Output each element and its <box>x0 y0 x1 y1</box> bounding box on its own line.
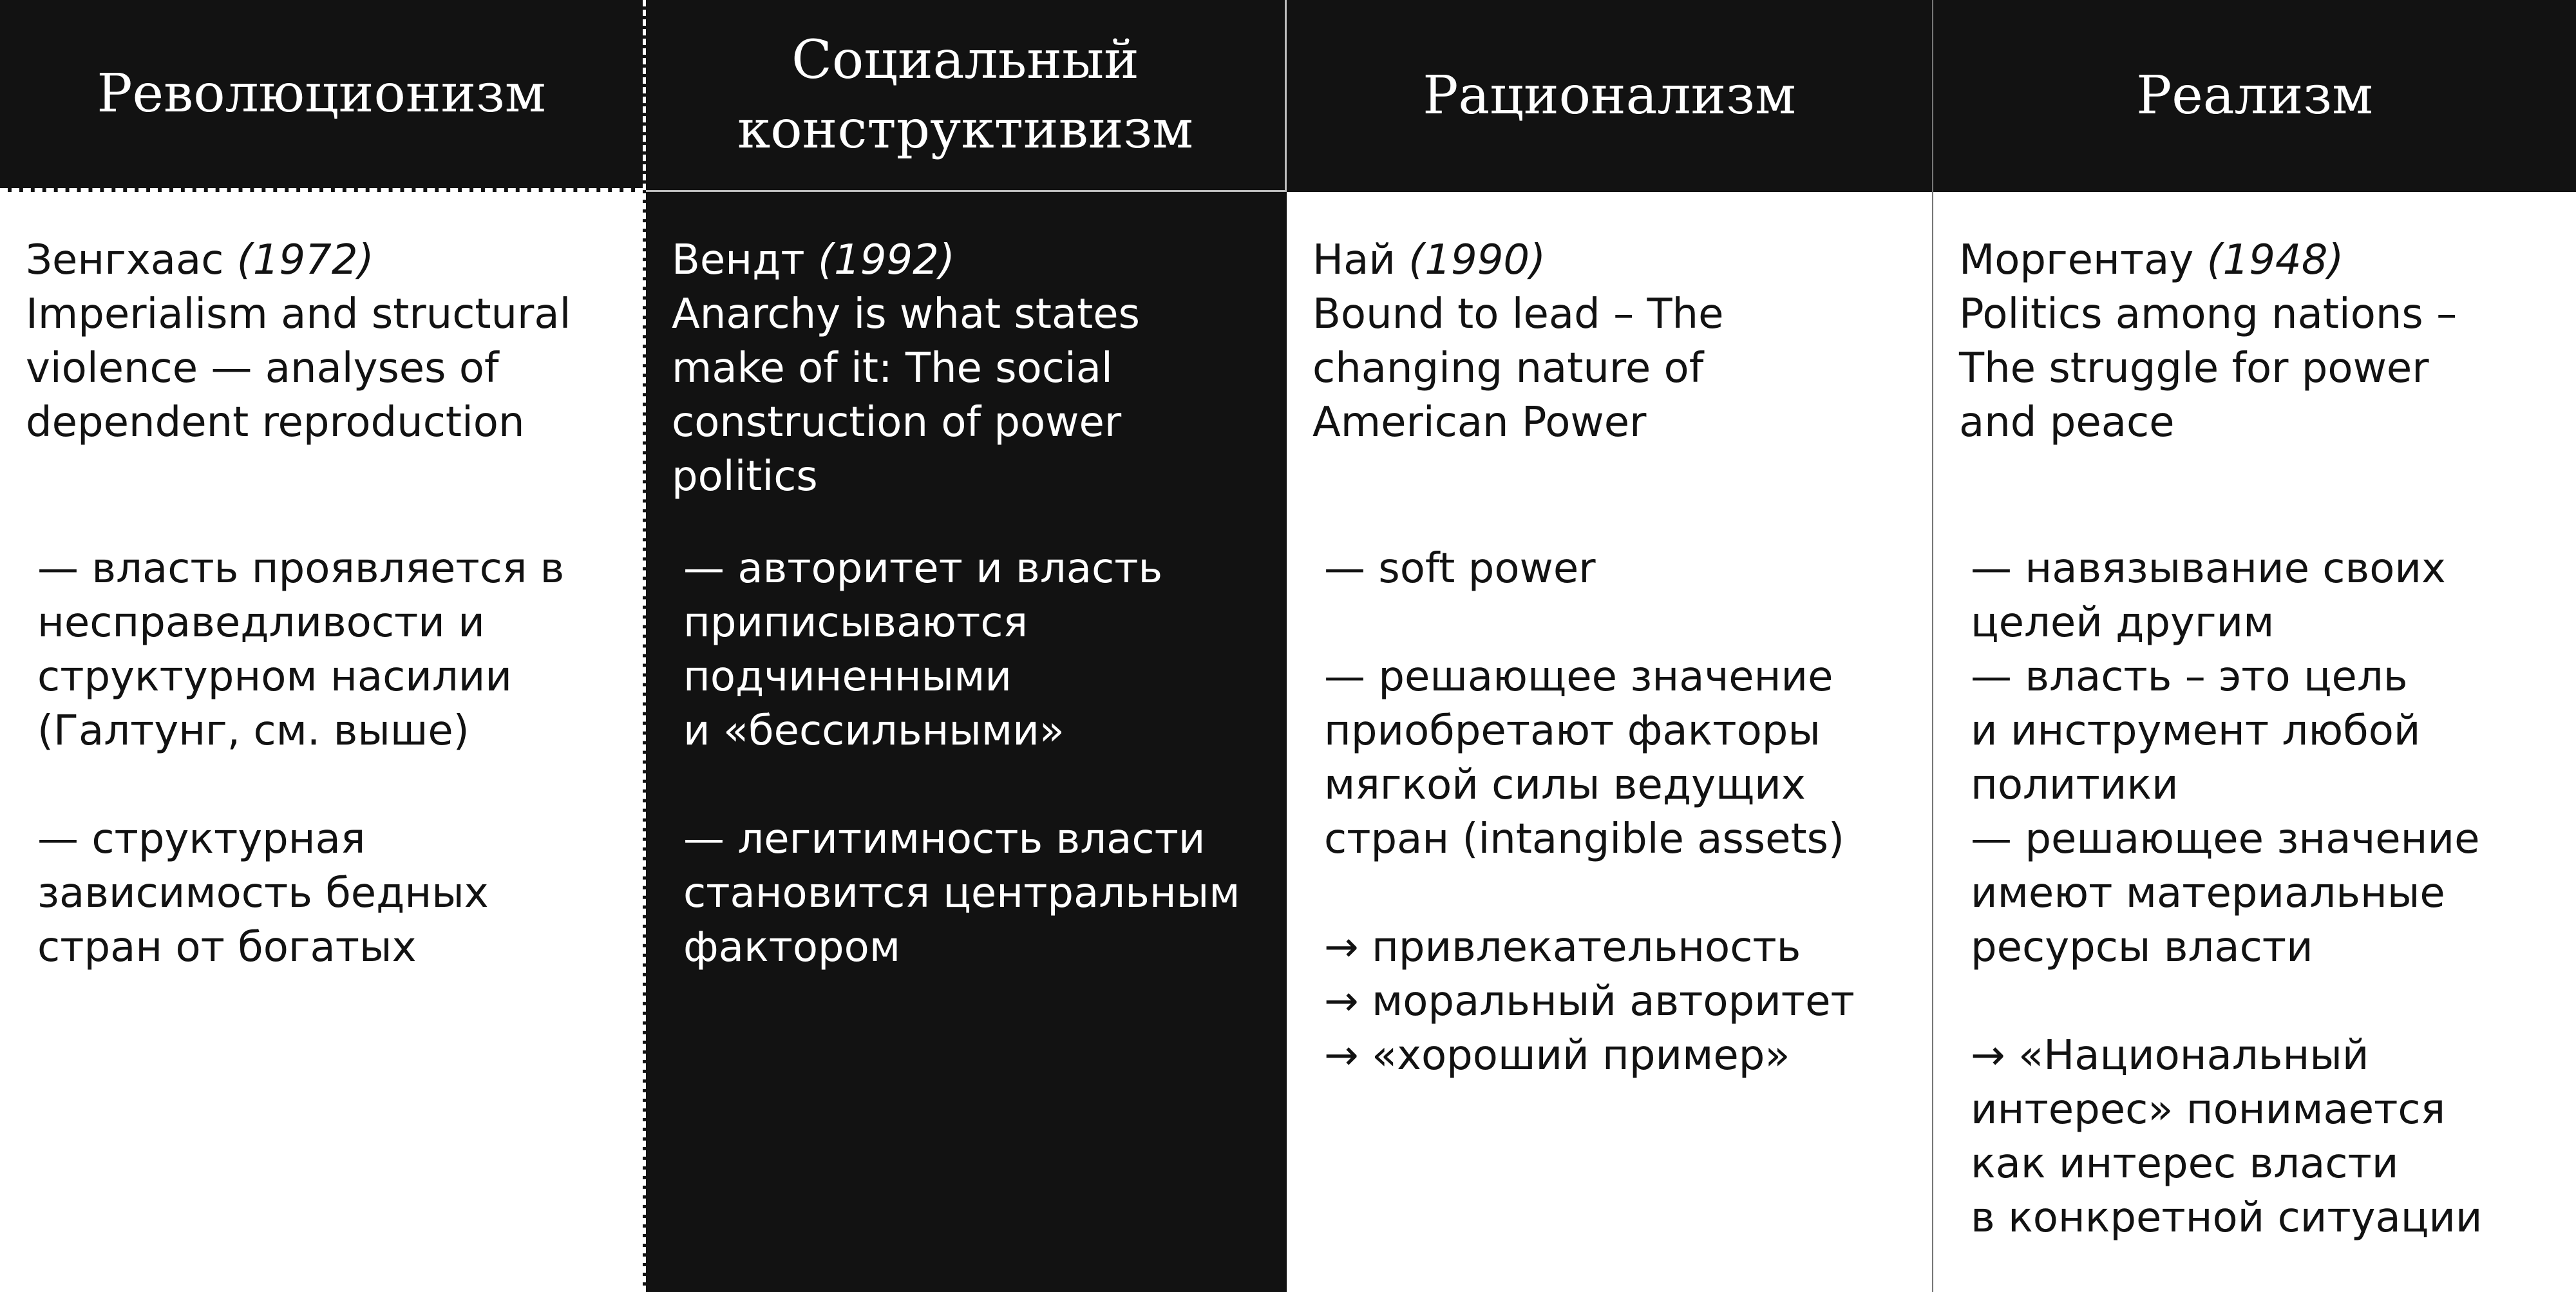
point-line: приобретают факторы <box>1324 707 1821 755</box>
point-line: фактором <box>683 924 901 971</box>
work-title-line: make of it: The social <box>672 345 1113 392</box>
point-line: — soft power <box>1324 545 1596 593</box>
point-line: — власть проявляется в <box>37 545 565 593</box>
point-line: структурном насилии <box>37 653 512 701</box>
column-realism <box>1932 0 2576 1292</box>
work-title-line: dependent reproduction <box>26 399 525 446</box>
publication-year: (1948) <box>2206 236 2344 284</box>
point-line: — власть – это цель <box>1971 653 2408 701</box>
author-name: Моргентау <box>1959 236 2194 284</box>
point-line: стран от богатых <box>37 924 417 971</box>
point-line: — авторитет и власть <box>683 545 1163 593</box>
points-list <box>1971 542 2563 1245</box>
work-title-line: politics <box>672 453 818 500</box>
publication-year: (1990) <box>1408 236 1546 284</box>
point-line: (Галтунг, см. выше) <box>37 707 469 755</box>
author-name: Вендт <box>672 236 805 284</box>
point-line: зависимость бедных <box>37 869 489 917</box>
source-reference <box>672 233 1271 504</box>
point-block <box>1324 650 1919 866</box>
work-title-line: and peace <box>1959 399 2175 446</box>
point-line: → привлекательность <box>1324 924 1801 971</box>
work-title-line: American Power <box>1312 399 1647 446</box>
work-title-line: changing nature of <box>1312 345 1704 392</box>
heading-line: Рационализм <box>1423 65 1796 126</box>
point-line: — навязывание своих <box>1971 545 2446 593</box>
point-line: становится центральным <box>683 869 1240 917</box>
point-line: и инструмент любой <box>1971 707 2421 755</box>
column-heading <box>646 0 1287 192</box>
author-line <box>672 233 1271 287</box>
point-block <box>37 542 630 758</box>
work-title-line: Bound to lead – The <box>1312 290 1724 338</box>
point-line: целей другим <box>1971 599 2275 647</box>
point-line: имеют материальные <box>1971 869 2445 917</box>
work-title-line: violence — analyses of <box>26 345 499 392</box>
point-line: интерес» понимается <box>1971 1086 2446 1134</box>
point-line: подчиненными <box>683 653 1012 701</box>
heading-line: Реализм <box>2136 65 2373 126</box>
column-heading <box>1287 0 1932 192</box>
point-line: в конкретной ситуации <box>1971 1194 2483 1242</box>
point-line: несправедливости и <box>37 599 485 647</box>
heading-line: конструктивизм <box>737 99 1193 160</box>
points-list <box>1324 542 1919 1083</box>
work-title-line: Imperialism and structural <box>26 290 571 338</box>
heading-line: Социальный <box>791 29 1139 91</box>
column-rationalism <box>1287 0 1932 1292</box>
publication-year: (1992) <box>818 236 955 284</box>
source-reference <box>1312 233 1917 450</box>
point-line: мягкой силы ведущих <box>1324 761 1806 809</box>
point-line: стран (intangible assets) <box>1324 815 1844 863</box>
point-line: — решающее значение <box>1971 815 2480 863</box>
heading-line: Революционизм <box>97 63 546 124</box>
author-line <box>1312 233 1917 287</box>
point-block <box>1971 542 2563 974</box>
point-line: → «хороший пример» <box>1324 1032 1790 1079</box>
work-title-line: The struggle for power <box>1959 345 2429 392</box>
work-title-line: construction of power <box>672 399 1122 446</box>
publication-year: (1972) <box>236 236 374 284</box>
point-line: — структурная <box>37 815 366 863</box>
points-list <box>683 542 1274 974</box>
point-line: приписываются <box>683 599 1028 647</box>
author-name: Зенгхаас <box>26 236 224 284</box>
points-list <box>37 542 630 974</box>
source-reference <box>26 233 627 450</box>
author-line <box>26 233 627 287</box>
source-reference <box>1959 233 2561 450</box>
work-title-line: Anarchy is what states <box>672 290 1140 338</box>
point-line: как интерес власти <box>1971 1140 2399 1188</box>
point-block <box>37 812 630 974</box>
column-heading <box>1933 0 2576 192</box>
point-block <box>1971 1029 2563 1245</box>
point-line: — решающее значение <box>1324 653 1833 701</box>
point-line: → «Национальный <box>1971 1032 2369 1079</box>
point-block <box>683 542 1274 758</box>
column-revolutionism <box>0 0 643 1292</box>
author-line <box>1959 233 2561 287</box>
point-line: ресурсы власти <box>1971 924 2313 971</box>
point-line: → моральный авторитет <box>1324 978 1855 1025</box>
column-social-constructivism <box>643 0 1287 1292</box>
point-line: — легитимность власти <box>683 815 1206 863</box>
point-block <box>683 812 1274 974</box>
work-title-line: Politics among nations – <box>1959 290 2458 338</box>
author-name: Най <box>1312 236 1396 284</box>
point-line: политики <box>1971 761 2179 809</box>
point-block <box>1324 920 1919 1083</box>
column-heading <box>0 0 643 192</box>
point-line: и «бессильными» <box>683 707 1065 755</box>
point-block <box>1324 542 1919 596</box>
